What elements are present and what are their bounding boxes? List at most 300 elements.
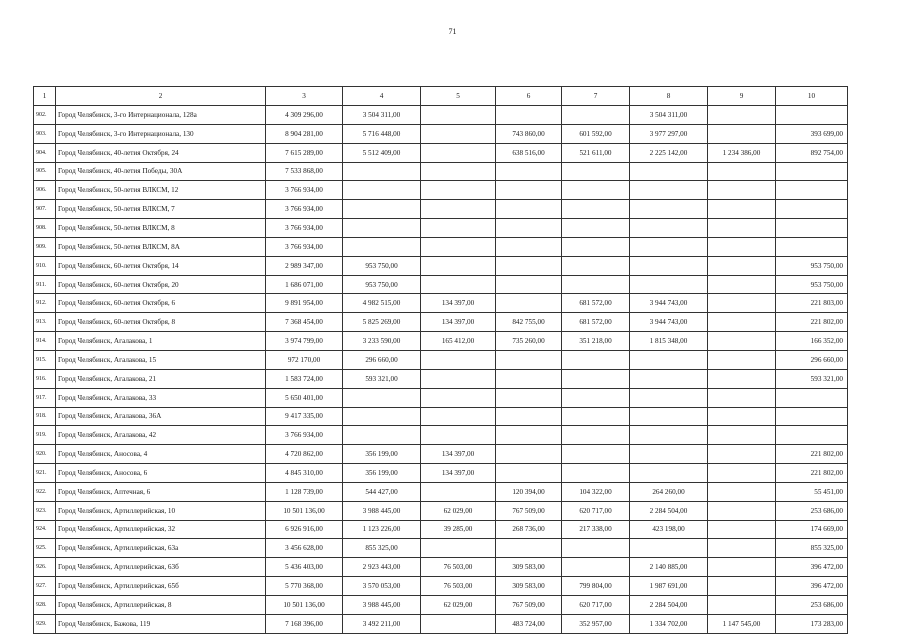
- address-cell: Город Челябинск, Артиллерийская, 63б: [56, 558, 266, 577]
- address-cell: Город Челябинск, Агалакова, 33: [56, 388, 266, 407]
- amount-cell: [562, 237, 630, 256]
- amount-cell: [562, 558, 630, 577]
- amount-cell: [421, 275, 496, 294]
- amount-cell: [496, 539, 562, 558]
- column-header: 3: [266, 87, 343, 106]
- row-number: 906.: [34, 181, 56, 200]
- amount-cell: 7 368 454,00: [266, 313, 343, 332]
- table-row: [34, 407, 848, 426]
- address-cell: Город Челябинск, 60-летия Октября, 8: [56, 313, 266, 332]
- amount-cell: 483 724,00: [496, 614, 562, 633]
- amount-cell: 296 660,00: [343, 350, 421, 369]
- amount-cell: 3 492 211,00: [343, 614, 421, 633]
- amount-cell: [630, 350, 708, 369]
- amount-cell: 7 615 289,00: [266, 143, 343, 162]
- amount-cell: [343, 426, 421, 445]
- row-number: 928.: [34, 595, 56, 614]
- amount-cell: 264 260,00: [630, 482, 708, 501]
- row-number: 929.: [34, 614, 56, 633]
- amount-cell: [630, 369, 708, 388]
- amount-cell: 3 766 934,00: [266, 181, 343, 200]
- amount-cell: 10 501 136,00: [266, 501, 343, 520]
- amount-cell: [562, 426, 630, 445]
- amount-cell: 4 982 515,00: [343, 294, 421, 313]
- header-row: [34, 87, 848, 106]
- amount-cell: [630, 219, 708, 238]
- amount-cell: 221 803,00: [776, 294, 848, 313]
- amount-cell: [630, 275, 708, 294]
- table-row: [34, 558, 848, 577]
- amount-cell: [496, 445, 562, 464]
- amount-cell: [496, 464, 562, 483]
- address-cell: Город Челябинск, Аносова, 4: [56, 445, 266, 464]
- amount-cell: 173 283,00: [776, 614, 848, 633]
- amount-cell: [562, 200, 630, 219]
- amount-cell: 3 456 628,00: [266, 539, 343, 558]
- address-cell: Город Челябинск, Артиллерийская, 63а: [56, 539, 266, 558]
- amount-cell: 396 472,00: [776, 577, 848, 596]
- amount-cell: 5 512 409,00: [343, 143, 421, 162]
- amount-cell: [496, 350, 562, 369]
- amount-cell: 5 825 269,00: [343, 313, 421, 332]
- amount-cell: [421, 143, 496, 162]
- amount-cell: [496, 275, 562, 294]
- amount-cell: [776, 407, 848, 426]
- amount-cell: 4 720 862,00: [266, 445, 343, 464]
- address-cell: Город Челябинск, Агалакова, 36А: [56, 407, 266, 426]
- amount-cell: [562, 106, 630, 125]
- amount-cell: [343, 237, 421, 256]
- amount-cell: [708, 369, 776, 388]
- amount-cell: 76 503,00: [421, 577, 496, 596]
- amount-cell: [630, 200, 708, 219]
- table-row: [34, 237, 848, 256]
- amount-cell: 55 451,00: [776, 482, 848, 501]
- table-row: [34, 219, 848, 238]
- amount-cell: 3 988 445,00: [343, 595, 421, 614]
- amount-cell: 134 397,00: [421, 464, 496, 483]
- amount-cell: [708, 482, 776, 501]
- amount-cell: 1 686 071,00: [266, 275, 343, 294]
- amount-cell: 174 669,00: [776, 520, 848, 539]
- amount-cell: [776, 181, 848, 200]
- amount-cell: 521 611,00: [562, 143, 630, 162]
- amount-cell: [421, 426, 496, 445]
- address-cell: Город Челябинск, 60-летия Октября, 6: [56, 294, 266, 313]
- amount-cell: 396 472,00: [776, 558, 848, 577]
- amount-cell: [562, 369, 630, 388]
- amount-cell: 3 944 743,00: [630, 294, 708, 313]
- amount-cell: 3 988 445,00: [343, 501, 421, 520]
- address-cell: Город Челябинск, Агалакова, 15: [56, 350, 266, 369]
- amount-cell: 5 650 401,00: [266, 388, 343, 407]
- amount-cell: [496, 407, 562, 426]
- table-row: [34, 464, 848, 483]
- amount-cell: 681 572,00: [562, 313, 630, 332]
- amount-cell: 620 717,00: [562, 595, 630, 614]
- column-header: 6: [496, 87, 562, 106]
- amount-cell: [421, 237, 496, 256]
- amount-cell: [562, 464, 630, 483]
- amount-cell: 423 198,00: [630, 520, 708, 539]
- column-header: 4: [343, 87, 421, 106]
- table-row: [34, 181, 848, 200]
- amount-cell: [708, 237, 776, 256]
- amount-cell: [708, 124, 776, 143]
- table-row: [34, 539, 848, 558]
- amount-cell: 842 755,00: [496, 313, 562, 332]
- amount-cell: 953 750,00: [776, 275, 848, 294]
- column-header: 1: [34, 87, 56, 106]
- amount-cell: [708, 294, 776, 313]
- amount-cell: 268 736,00: [496, 520, 562, 539]
- data-table: [33, 86, 848, 634]
- amount-cell: [496, 162, 562, 181]
- row-number: 914.: [34, 332, 56, 351]
- address-cell: Город Челябинск, 50-летия ВЛКСМ, 8А: [56, 237, 266, 256]
- amount-cell: [496, 388, 562, 407]
- amount-cell: 593 321,00: [343, 369, 421, 388]
- amount-cell: [708, 106, 776, 125]
- table-row: [34, 275, 848, 294]
- amount-cell: 1 334 702,00: [630, 614, 708, 633]
- amount-cell: 76 503,00: [421, 558, 496, 577]
- amount-cell: [776, 426, 848, 445]
- amount-cell: [708, 520, 776, 539]
- amount-cell: 972 170,00: [266, 350, 343, 369]
- row-number: 913.: [34, 313, 56, 332]
- amount-cell: 134 397,00: [421, 313, 496, 332]
- column-header: 5: [421, 87, 496, 106]
- amount-cell: 767 509,00: [496, 595, 562, 614]
- row-number: 925.: [34, 539, 56, 558]
- row-number: 903.: [34, 124, 56, 143]
- table-row: [34, 445, 848, 464]
- amount-cell: 9 891 954,00: [266, 294, 343, 313]
- amount-cell: 356 199,00: [343, 445, 421, 464]
- amount-cell: [776, 219, 848, 238]
- amount-cell: [421, 200, 496, 219]
- address-cell: Город Челябинск, 3-го Интернационала, 130: [56, 124, 266, 143]
- amount-cell: 953 750,00: [343, 256, 421, 275]
- row-number: 907.: [34, 200, 56, 219]
- address-cell: Город Челябинск, 50-летия ВЛКСМ, 8: [56, 219, 266, 238]
- amount-cell: 1 128 739,00: [266, 482, 343, 501]
- amount-cell: [421, 162, 496, 181]
- address-cell: Город Челябинск, 40-летия Победы, 30А: [56, 162, 266, 181]
- amount-cell: 767 509,00: [496, 501, 562, 520]
- table-row: [34, 426, 848, 445]
- amount-cell: 743 860,00: [496, 124, 562, 143]
- amount-cell: [496, 369, 562, 388]
- amount-cell: [630, 539, 708, 558]
- table-row: [34, 369, 848, 388]
- amount-cell: [496, 181, 562, 200]
- address-cell: Город Челябинск, 40-летия Октября, 24: [56, 143, 266, 162]
- amount-cell: 638 516,00: [496, 143, 562, 162]
- amount-cell: [421, 181, 496, 200]
- amount-cell: [343, 200, 421, 219]
- amount-cell: [776, 388, 848, 407]
- amount-cell: 3 766 934,00: [266, 426, 343, 445]
- amount-cell: 5 770 368,00: [266, 577, 343, 596]
- row-number: 902.: [34, 106, 56, 125]
- amount-cell: [562, 162, 630, 181]
- amount-cell: 3 766 934,00: [266, 219, 343, 238]
- amount-cell: [343, 407, 421, 426]
- amount-cell: 1 234 386,00: [708, 143, 776, 162]
- amount-cell: 62 029,00: [421, 595, 496, 614]
- column-header: 9: [708, 87, 776, 106]
- amount-cell: [343, 181, 421, 200]
- amount-cell: [562, 181, 630, 200]
- amount-cell: [630, 464, 708, 483]
- row-number: 922.: [34, 482, 56, 501]
- row-number: 915.: [34, 350, 56, 369]
- table-row: [34, 614, 848, 633]
- amount-cell: 3 570 053,00: [343, 577, 421, 596]
- amount-cell: 855 325,00: [343, 539, 421, 558]
- amount-cell: 1 815 348,00: [630, 332, 708, 351]
- amount-cell: 39 285,00: [421, 520, 496, 539]
- amount-cell: 120 394,00: [496, 482, 562, 501]
- amount-cell: 3 766 934,00: [266, 200, 343, 219]
- amount-cell: 253 686,00: [776, 501, 848, 520]
- amount-cell: 3 977 297,00: [630, 124, 708, 143]
- amount-cell: [776, 237, 848, 256]
- table-row: [34, 388, 848, 407]
- amount-cell: [708, 219, 776, 238]
- address-cell: Город Челябинск, 3-го Интернационала, 128а: [56, 106, 266, 125]
- amount-cell: [708, 558, 776, 577]
- address-cell: Город Челябинск, Агалакова, 1: [56, 332, 266, 351]
- row-number: 904.: [34, 143, 56, 162]
- amount-cell: 10 501 136,00: [266, 595, 343, 614]
- row-number: 918.: [34, 407, 56, 426]
- amount-cell: [708, 275, 776, 294]
- amount-cell: [630, 162, 708, 181]
- amount-cell: 1 583 724,00: [266, 369, 343, 388]
- amount-cell: 3 504 311,00: [630, 106, 708, 125]
- table-row: [34, 106, 848, 125]
- amount-cell: [562, 388, 630, 407]
- amount-cell: 3 974 799,00: [266, 332, 343, 351]
- row-number: 908.: [34, 219, 56, 238]
- amount-cell: 4 845 310,00: [266, 464, 343, 483]
- amount-cell: [496, 256, 562, 275]
- amount-cell: 2 989 347,00: [266, 256, 343, 275]
- table-row: [34, 595, 848, 614]
- amount-cell: 217 338,00: [562, 520, 630, 539]
- amount-cell: [708, 350, 776, 369]
- amount-cell: [421, 539, 496, 558]
- amount-cell: 2 140 885,00: [630, 558, 708, 577]
- amount-cell: 2 284 504,00: [630, 595, 708, 614]
- row-number: 916.: [34, 369, 56, 388]
- amount-cell: 5 716 448,00: [343, 124, 421, 143]
- amount-cell: 892 754,00: [776, 143, 848, 162]
- amount-cell: [496, 200, 562, 219]
- amount-cell: [708, 181, 776, 200]
- amount-cell: 953 750,00: [776, 256, 848, 275]
- row-number: 926.: [34, 558, 56, 577]
- amount-cell: [630, 237, 708, 256]
- amount-cell: [421, 219, 496, 238]
- amount-cell: [496, 426, 562, 445]
- amount-cell: 134 397,00: [421, 445, 496, 464]
- row-number: 927.: [34, 577, 56, 596]
- address-cell: Город Челябинск, Артиллерийская, 8: [56, 595, 266, 614]
- amount-cell: 221 802,00: [776, 445, 848, 464]
- amount-cell: 4 309 296,00: [266, 106, 343, 125]
- amount-cell: [708, 200, 776, 219]
- amount-cell: [562, 275, 630, 294]
- table-row: [34, 294, 848, 313]
- amount-cell: [630, 407, 708, 426]
- row-number: 920.: [34, 445, 56, 464]
- amount-cell: 309 583,00: [496, 558, 562, 577]
- amount-cell: [708, 162, 776, 181]
- row-number: 905.: [34, 162, 56, 181]
- amount-cell: [708, 407, 776, 426]
- row-number: 911.: [34, 275, 56, 294]
- amount-cell: [496, 294, 562, 313]
- amount-cell: 356 199,00: [343, 464, 421, 483]
- amount-cell: 1 147 545,00: [708, 614, 776, 633]
- amount-cell: 2 923 443,00: [343, 558, 421, 577]
- table-row: [34, 520, 848, 539]
- row-number: 923.: [34, 501, 56, 520]
- amount-cell: [343, 219, 421, 238]
- amount-cell: [496, 237, 562, 256]
- amount-cell: 166 352,00: [776, 332, 848, 351]
- table-row: [34, 200, 848, 219]
- address-cell: Город Челябинск, Аносова, 6: [56, 464, 266, 483]
- amount-cell: 1 123 226,00: [343, 520, 421, 539]
- amount-cell: [421, 614, 496, 633]
- row-number: 921.: [34, 464, 56, 483]
- address-cell: Город Челябинск, Аптечная, 6: [56, 482, 266, 501]
- address-cell: Город Челябинск, 50-летия ВЛКСМ, 12: [56, 181, 266, 200]
- amount-cell: [562, 539, 630, 558]
- amount-cell: 309 583,00: [496, 577, 562, 596]
- address-cell: Город Челябинск, Артиллерийская, 10: [56, 501, 266, 520]
- address-cell: Город Челябинск, Артиллерийская, 65б: [56, 577, 266, 596]
- row-number: 917.: [34, 388, 56, 407]
- amount-cell: [708, 595, 776, 614]
- column-header: 10: [776, 87, 848, 106]
- amount-cell: 221 802,00: [776, 464, 848, 483]
- amount-cell: 1 987 691,00: [630, 577, 708, 596]
- amount-cell: 2 225 142,00: [630, 143, 708, 162]
- address-cell: Город Челябинск, Агалакова, 42: [56, 426, 266, 445]
- amount-cell: 393 699,00: [776, 124, 848, 143]
- amount-cell: [708, 332, 776, 351]
- amount-cell: [630, 388, 708, 407]
- amount-cell: [708, 313, 776, 332]
- table-row: [34, 143, 848, 162]
- address-cell: Город Челябинск, 60-летия Октября, 20: [56, 275, 266, 294]
- amount-cell: [421, 256, 496, 275]
- amount-cell: 544 427,00: [343, 482, 421, 501]
- amount-cell: [421, 482, 496, 501]
- amount-cell: [562, 350, 630, 369]
- amount-cell: 3 233 590,00: [343, 332, 421, 351]
- amount-cell: 799 804,00: [562, 577, 630, 596]
- amount-cell: 6 926 916,00: [266, 520, 343, 539]
- address-cell: Город Челябинск, Агалакова, 21: [56, 369, 266, 388]
- amount-cell: 681 572,00: [562, 294, 630, 313]
- amount-cell: 104 322,00: [562, 482, 630, 501]
- amount-cell: 3 766 934,00: [266, 237, 343, 256]
- table-row: [34, 256, 848, 275]
- amount-cell: [708, 256, 776, 275]
- amount-cell: 134 397,00: [421, 294, 496, 313]
- amount-cell: [421, 407, 496, 426]
- amount-cell: 3 504 311,00: [343, 106, 421, 125]
- table-row: [34, 332, 848, 351]
- amount-cell: 3 944 743,00: [630, 313, 708, 332]
- amount-cell: [343, 388, 421, 407]
- amount-cell: [708, 539, 776, 558]
- amount-cell: 165 412,00: [421, 332, 496, 351]
- amount-cell: 7 168 396,00: [266, 614, 343, 633]
- address-cell: Город Челябинск, Артиллерийская, 32: [56, 520, 266, 539]
- row-number: 919.: [34, 426, 56, 445]
- column-header: 7: [562, 87, 630, 106]
- amount-cell: [630, 426, 708, 445]
- amount-cell: 5 436 403,00: [266, 558, 343, 577]
- column-header: 8: [630, 87, 708, 106]
- amount-cell: 296 660,00: [776, 350, 848, 369]
- address-cell: Город Челябинск, 50-летия ВЛКСМ, 7: [56, 200, 266, 219]
- row-number: 912.: [34, 294, 56, 313]
- amount-cell: [421, 350, 496, 369]
- amount-cell: [496, 219, 562, 238]
- amount-cell: [562, 256, 630, 275]
- amount-cell: 620 717,00: [562, 501, 630, 520]
- row-number: 924.: [34, 520, 56, 539]
- amount-cell: [630, 256, 708, 275]
- amount-cell: [562, 219, 630, 238]
- amount-cell: 352 957,00: [562, 614, 630, 633]
- amount-cell: [708, 464, 776, 483]
- table-row: [34, 482, 848, 501]
- amount-cell: 953 750,00: [343, 275, 421, 294]
- amount-cell: [421, 124, 496, 143]
- amount-cell: 855 325,00: [776, 539, 848, 558]
- amount-cell: [708, 577, 776, 596]
- amount-cell: 593 321,00: [776, 369, 848, 388]
- amount-cell: 735 260,00: [496, 332, 562, 351]
- table-row: [34, 577, 848, 596]
- amount-cell: [562, 407, 630, 426]
- amount-cell: 62 029,00: [421, 501, 496, 520]
- amount-cell: [776, 106, 848, 125]
- amount-cell: [562, 445, 630, 464]
- amount-cell: [421, 369, 496, 388]
- column-header: 2: [56, 87, 266, 106]
- table-row: [34, 124, 848, 143]
- amount-cell: [708, 501, 776, 520]
- amount-cell: [421, 106, 496, 125]
- page-number: 71: [448, 27, 457, 36]
- amount-cell: [708, 388, 776, 407]
- amount-cell: [776, 162, 848, 181]
- amount-cell: [776, 200, 848, 219]
- address-cell: Город Челябинск, Бажова, 119: [56, 614, 266, 633]
- amount-cell: [708, 426, 776, 445]
